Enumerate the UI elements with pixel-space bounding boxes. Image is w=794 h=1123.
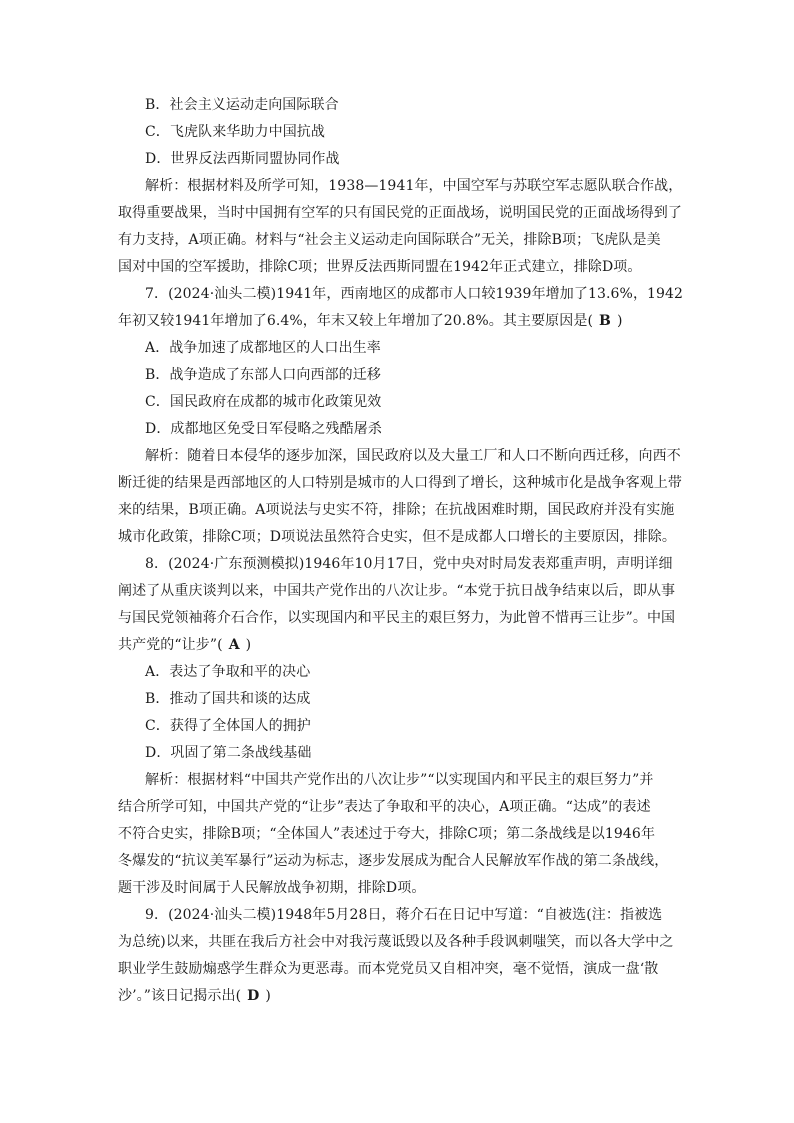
question-9: [118, 902, 678, 1010]
question-6-tail: [118, 92, 683, 281]
option-b: B．社会主义运动走向国际联合: [145, 97, 339, 113]
question-stem-line: 职业学生鼓励煽惑学生群众为更恶毒。而本党党员又自相冲突，毫不觉悟，演成一盘‘散: [118, 961, 659, 977]
option-c: C．国民政府在成都的城市化政策见效: [145, 394, 382, 410]
analysis-line: 题干涉及时间属于人民解放战争初期，排除D项。: [118, 880, 426, 896]
analysis-line: 取得重要战果，当时中国拥有空军的只有国民党的正面战场，说明国民党的正面战场得到了: [118, 205, 682, 221]
answer-letter: B: [599, 313, 611, 329]
stem-close: ): [245, 637, 252, 653]
stem-text: 共产党的“让步”(: [118, 637, 223, 653]
option-d: D．成都地区免受日军侵略之残酷屠杀: [145, 421, 382, 437]
answer-letter: D: [247, 988, 260, 1004]
stem-close: ): [616, 313, 623, 329]
question-stem-line: [118, 632, 678, 659]
question-stem-line: 9．(2024·汕头二模)1948年5月28日，蒋介石在日记中写道：“自被选(注：指被选: [145, 907, 663, 923]
question-stem-line: 8．(2024·广东预测模拟)1946年10月17日，党中央对时局发表郑重声明，声明详细: [145, 556, 673, 572]
question-stem-line: 阐述了从重庆谈判以来，中国共产党作出的八次让步。“本党于抗日战争结束以后，即从事: [118, 583, 676, 599]
analysis-6: [118, 173, 683, 281]
question-stem-line: 7．(2024·汕头二模)1941年，西南地区的成都市人口较1939年增加了13.6%，1942: [145, 286, 684, 302]
analysis-7: [118, 443, 682, 551]
question-stem-line: [118, 308, 678, 335]
analysis-line: 结合所学可知，中国共产党的“让步”表达了争取和平的决心，A项正确。“达成”的表述: [118, 799, 651, 815]
question-stem-line: 与国民党领袖蒋介石合作，以实现国内和平民主的艰巨努力，为此曾不惜再三让步”。中国: [118, 610, 676, 626]
option-c: C．飞虎队来华助力中国抗战: [145, 124, 326, 140]
option-a: A．战争加速了成都地区的人口出生率: [145, 340, 381, 356]
analysis-line: 有力支持，A项正确。材料与“社会主义运动走向国际联合”无关，排除B项；飞虎队是美: [118, 232, 661, 248]
option-d: D．巩固了第二条战线基础: [145, 745, 312, 761]
analysis-line: 不符合史实，排除B项；“全体国人”表述过于夸大，排除C项；第二条战线是以1946年: [118, 826, 656, 842]
document-page: [118, 92, 684, 1010]
question-stem-line: [118, 983, 678, 1010]
analysis-line: 解析：根据材料及所学可知，1938—1941年，中国空军与苏联空军志愿队联合作战，: [145, 178, 683, 194]
question-stem-line: 为总统)以来，共匪在我后方社会中对我污蔑诋毁以及各种手段讽刺嗤笑，而以各大学中之: [118, 934, 674, 950]
stem-close: ): [265, 988, 271, 1004]
option-b: B．战争造成了东部人口向西部的迁移: [145, 367, 381, 383]
question-8: [118, 551, 678, 902]
analysis-line: 城市化政策，排除C项；D项说法虽然符合史实，但不是成都人口增长的主要原因，排除。: [118, 529, 676, 545]
option-b: B．推动了国共和谈的达成: [145, 691, 311, 707]
option-d: D．世界反法西斯同盟协同作战: [145, 151, 340, 167]
analysis-line: 冬爆发的“抗议美军暴行”运动为标志，逐步发展成为配合人民解放军作战的第二条战线，: [118, 853, 669, 869]
analysis-line: 断迁徙的结果是西部地区的人口特别是城市的人口得到了增长，这种城市化是战争客观上带: [118, 475, 682, 491]
option-a: A．表达了争取和平的决心: [145, 664, 311, 680]
stem-text: 沙’。”该日记揭示出(: [118, 988, 242, 1004]
answer-letter: A: [228, 637, 240, 653]
analysis-line: 解析：根据材料“中国共产党作出的八次让步”“以实现国内和平民主的艰巨努力”并: [145, 772, 654, 788]
analysis-line: 来的结果，B项正确。A项说法与史实不符，排除；在抗战困难时期，国民政府并没有实施: [118, 502, 675, 518]
analysis-line: 国对中国的空军援助，排除C项；世界反法西斯同盟在1942年正式建立，排除D项。: [118, 259, 642, 275]
option-c: C．获得了全体国人的拥护: [145, 718, 311, 734]
question-7: [118, 281, 684, 551]
stem-text: 年初又较1941年增加了6.4%，年末又较上年增加了20.8%。其主要原因是(: [118, 313, 594, 329]
analysis-8: [118, 767, 678, 902]
analysis-line: 解析：随着日本侵华的逐步加深，国民政府以及大量工厂和人口不断向西迁移，向西不: [145, 448, 681, 464]
